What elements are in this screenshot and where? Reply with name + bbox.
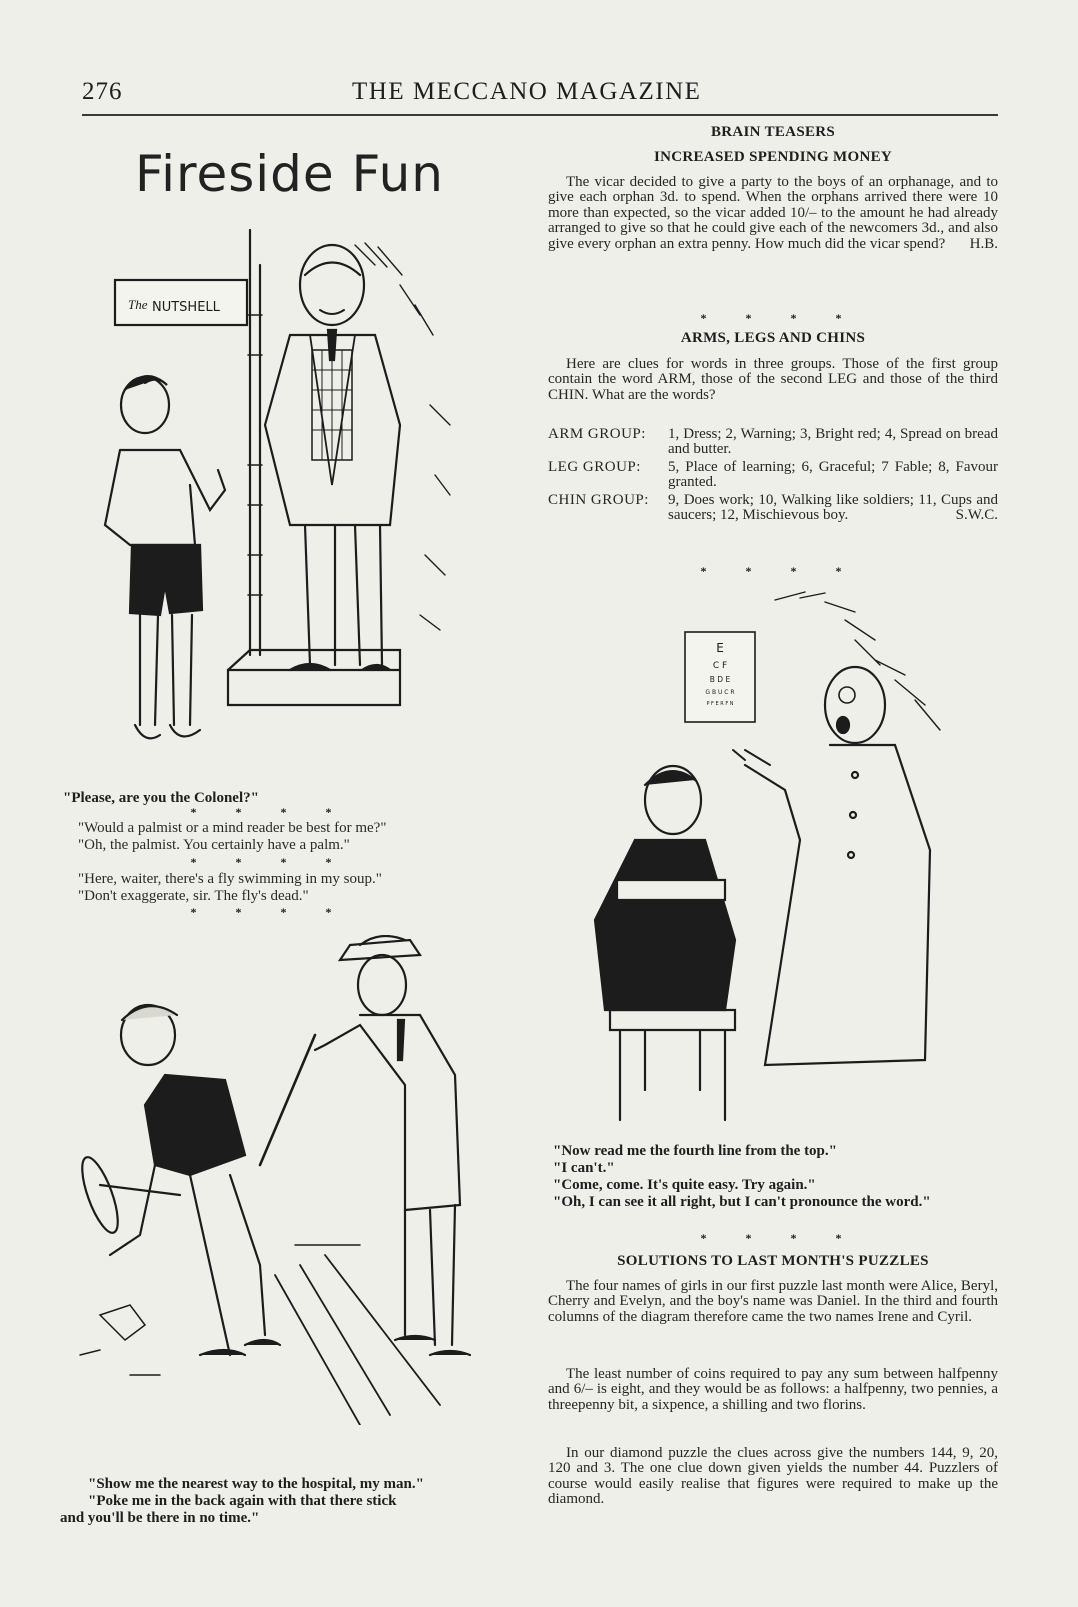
clue-group-chin-clues: 9, Does work; 10, Walking like soldiers; 11, Cups and saucers; 12, Mischievous boy. [668,491,998,524]
clue-group-leg-label: LEG GROUP: [548,458,641,475]
solutions-para-3: In our diamond puzzle the clues across give the numbers 144, 9, 20, 120 and 3. The one clue down given yields the number 44. Puzzlers of course would easily realise that figures were required to make up the diamond. [548,1445,998,1508]
separator-stars: * * * * [190,805,350,819]
separator-stars: * * * * [190,905,350,919]
eye-chart-line4: G B U C R [705,689,735,696]
patient-jacket [595,840,735,1010]
clue-group-arm-text: 1, Dress; 2, Warning; 3, Bright red; 4, Spread on bread and butter. [668,426,998,458]
chair-back [617,880,725,900]
solutions-para-2: The least number of coins required to pay any sum between halfpenny and 6/– is eight, and they would be as follows: a halfpenny, two pennies, a threepenny bit, a sixpence, a shilling and two florins. [548,1366,998,1413]
cartoon-eye-test-drawing [585,590,985,1135]
caption-colonel: "Please, are you the Colonel?" [63,790,259,806]
doctor-head [825,667,885,743]
caption-hospital-line2: "Poke me in the back again with that there stick [88,1493,397,1509]
brain-teasers-heading: BRAIN TEASERS [710,124,836,140]
joke-eye-line2: "I can't." [553,1160,615,1176]
joke-palmist-question: "Would a palmist or a mind reader be best for me?" [78,820,387,836]
joke-eye-line1: "Now read me the fourth line from the top." [553,1143,837,1159]
clue-group-leg-text: 5, Place of learning; 6, Graceful; 7 Fable; 8, Favour granted. [668,458,998,491]
joke-eye-test [553,1143,993,1211]
eye-chart-line3: B D E [709,675,731,684]
caption-hospital [88,1476,528,1510]
fireside-fun-title: Fireside Fun [135,145,444,203]
joke-palmist-answer: "Oh, the palmist. You certainly have a palm." [78,837,350,853]
clue-group-chin [548,493,998,524]
puzzle-arms-title: ARMS, LEGS AND CHINS [680,330,866,346]
shovel [75,1153,125,1236]
joke-palmist [78,820,518,854]
eye-chart-line5: P F E R F N [706,701,734,707]
eye-chart-line2: C F [712,661,728,671]
boy-shorts [130,545,202,615]
caption-hospital-line3: and you'll be there in no time." [60,1510,260,1526]
separator-stars: * * * * [190,855,350,869]
joke-eye-line4: "Oh, I can see it all right, but I can't pronounce the word." [553,1194,931,1210]
clue-group-chin-text [668,493,998,524]
solutions-para-1: The four names of girls in our first puzzle last month were Alice, Beryl, Cherry and Evelyn, and the boy's name was Daniel. In the third and fourth columns of the diagram therefore came the two names Irene and Cyril. [548,1278,998,1325]
clue-group-arm-label: ARM GROUP: [548,426,646,442]
puzzle-arms-intro: Here are clues for words in three groups. Those of the first group contain the word ARM, those of the second LEG and those of the third CHIN. What are the words? [548,356,998,403]
puzzle-spending-signature: H.B. [969,235,998,252]
page-number: 276 [82,78,123,105]
cartoon-colonel-drawing [100,225,480,770]
magazine-title: THE MECCANO MAGAZINE [352,78,702,105]
door-frame [250,230,260,655]
clue-group-chin-label: CHIN GROUP: [548,491,649,508]
joke-fly-soup [78,871,518,905]
cartoon-colonel [100,225,480,770]
nutshell-sign-the: The [128,297,148,312]
puzzle-spending-text [548,175,998,252]
separator-stars: * * * * [700,564,860,578]
header-rule [82,114,998,116]
nutshell-sign-text: NUTSHELL [152,300,220,315]
puzzle-spending-body: The vicar decided to give a party to the boys of an orphanage, and to give each orphan 3d. to spend. When the orphans arrived there were 10 more than expected, so the vicar added 10/– to the amount he had already arranged to give so that he could give each of the newcomers 3d., and also give every orphan an extra penny. How much did the vicar spend? [548,174,998,252]
doctor-coat [745,745,930,1065]
gentleman-head [358,955,406,1015]
clue-group-arm [548,427,998,458]
cartoon-hospital-drawing [60,935,520,1425]
puzzle-spending-title: INCREASED SPENDING MONEY [653,149,893,165]
walking-stick [260,1035,315,1165]
puzzle-arms-signature: S.W.C. [955,507,998,524]
caption-hospital-line1: "Show me the nearest way to the hospital, my man." [88,1476,424,1492]
cartoon-hospital [60,935,520,1425]
joke-eye-line3: "Come, come. It's quite easy. Try again." [553,1177,816,1193]
joke-fly-soup-question: "Here, waiter, there's a fly swimming in my soup." [78,871,382,887]
cartoon-eye-test [585,590,985,1135]
separator-stars: * * * * [700,1231,860,1245]
solutions-title: SOLUTIONS TO LAST MONTH'S PUZZLES [617,1253,929,1269]
clue-group-leg [548,460,998,491]
puzzle-arms-clues [548,427,998,523]
joke-fly-soup-answer: "Don't exaggerate, sir. The fly's dead." [78,888,309,904]
eye-chart-line1: E [716,641,724,655]
separator-stars: * * * * [700,311,860,325]
workman-waistcoat [145,1075,245,1175]
gentleman-coat [315,1015,460,1210]
